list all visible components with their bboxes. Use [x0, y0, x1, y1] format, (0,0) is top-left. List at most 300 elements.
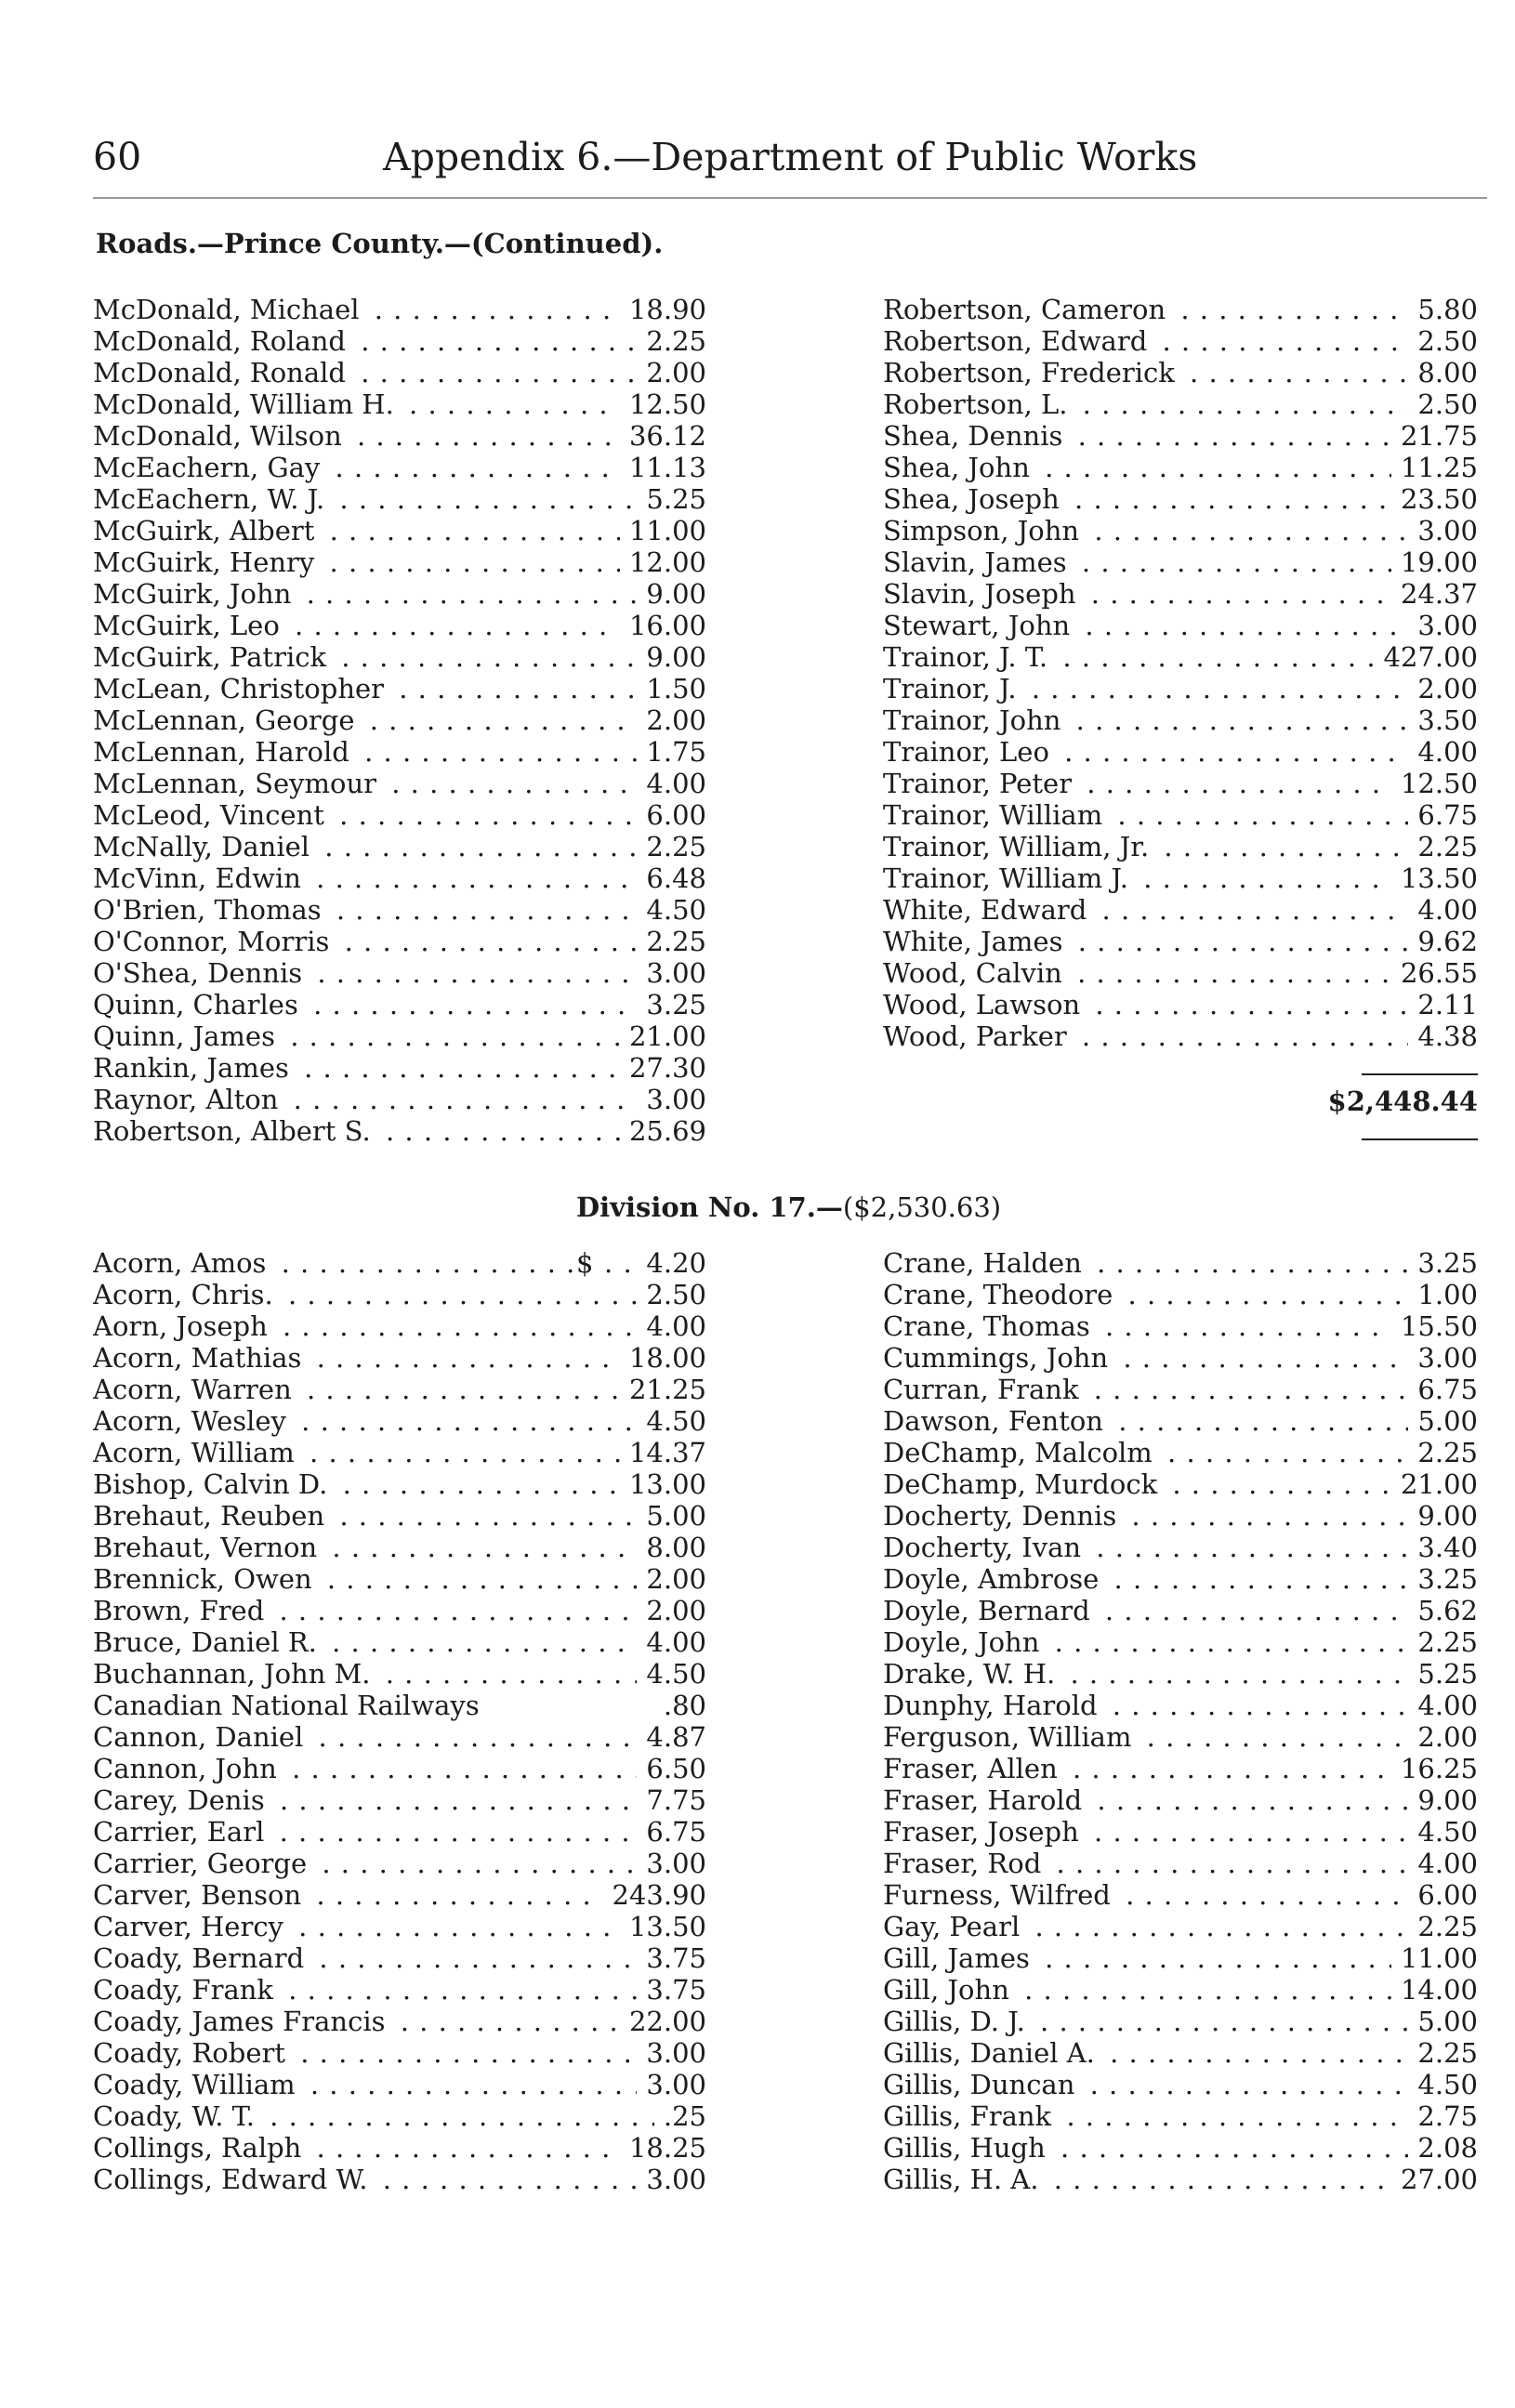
payment-amount: 19.00: [1391, 546, 1478, 578]
payment-amount: 2.50: [637, 1279, 706, 1310]
payment-amount: 2.11: [1408, 989, 1478, 1020]
ledger-row: [93, 704, 706, 736]
payee-name-leader: [93, 1690, 706, 1721]
payee-name-leader: [883, 578, 1478, 610]
payment-amount: 4.87: [637, 1721, 706, 1753]
payee-name: Shea, Dennis: [883, 420, 1068, 452]
ledger-row: [93, 1405, 706, 1437]
payment-amount: 3.00: [1408, 610, 1478, 641]
payee-name: Fraser, Harold: [883, 1784, 1087, 1816]
payment-amount: 4.20: [637, 1247, 706, 1279]
ledger-row: [883, 452, 1478, 483]
payment-amount: 4.38: [1408, 1020, 1478, 1052]
payment-amount: 2.00: [1408, 673, 1478, 704]
payee-name: Cummings, John: [883, 1342, 1113, 1374]
payment-amount: 21.00: [620, 1020, 706, 1052]
payee-name-leader: [93, 2100, 706, 2132]
payee-name-leader: [93, 1848, 706, 1879]
payee-name: Docherty, Ivan: [883, 1532, 1087, 1563]
payee-name: McDonald, Wilson: [93, 420, 348, 452]
payee-name: Coady, W. T.: [93, 2100, 260, 2132]
ledger-row: [93, 546, 706, 578]
ledger-row: [93, 1437, 706, 1468]
payee-name: Wood, Lawson: [883, 989, 1086, 1020]
payee-name-leader: [93, 325, 706, 357]
ledger-row: [93, 957, 706, 989]
payee-name-leader: [883, 957, 1478, 989]
ledger-row: [93, 2006, 706, 2037]
payee-name-leader: [93, 1784, 706, 1816]
payee-name-leader: [93, 894, 706, 926]
payee-name: Gillis, Hugh: [883, 2132, 1051, 2164]
payment-amount: 4.50: [637, 1405, 706, 1437]
payee-name: Buchannan, John M.: [93, 1658, 376, 1690]
payee-name: Trainor, Peter: [883, 768, 1077, 799]
payment-amount: 3.00: [1408, 515, 1478, 546]
payee-name-leader: [93, 1052, 706, 1084]
payee-name-leader: [883, 1563, 1478, 1595]
payee-name: Robertson, Cameron: [883, 294, 1171, 325]
payment-amount: 12.50: [1391, 768, 1478, 799]
payment-amount: 3.00: [637, 957, 706, 989]
payee-name: Docherty, Dennis: [883, 1500, 1122, 1532]
ledger-row: [883, 483, 1478, 515]
payee-name-leader: [93, 2164, 706, 2195]
payee-name-leader: [93, 1911, 706, 1942]
payment-amount: 4.00: [1408, 1848, 1478, 1879]
payment-amount: 1.00: [1408, 1279, 1478, 1310]
ledger-row: [883, 388, 1478, 420]
ledger-row: [883, 1020, 1478, 1052]
payee-name: Collings, Ralph: [93, 2132, 307, 2164]
payment-amount: 13.00: [620, 1468, 706, 1500]
payment-amount: 9.00: [637, 578, 706, 610]
payee-name-leader: [93, 388, 706, 420]
payee-name: Collings, Edward W.: [93, 2164, 373, 2195]
dollar-sign: $: [576, 1247, 594, 1279]
payee-name: Fraser, Rod: [883, 1848, 1047, 1879]
header-rule: [93, 197, 1487, 199]
payee-name-leader: [883, 2132, 1478, 2164]
payee-name-leader: [883, 926, 1478, 957]
payment-amount: 5.80: [1408, 294, 1478, 325]
payee-name: DeChamp, Malcolm: [883, 1437, 1158, 1468]
payee-name-leader: [883, 1784, 1478, 1816]
ledger-row: [93, 1310, 706, 1342]
payee-name: McGuirk, Patrick: [93, 641, 332, 673]
payee-name-leader: [93, 1753, 706, 1784]
payee-name-leader: [93, 1020, 706, 1052]
payee-name-leader: [883, 1848, 1478, 1879]
payee-name: Bishop, Calvin D.: [93, 1468, 333, 1500]
payment-amount: 4.00: [637, 1626, 706, 1658]
payee-name-leader: [93, 957, 706, 989]
ledger-row: [93, 388, 706, 420]
payee-name: Acorn, Warren: [93, 1374, 297, 1405]
payment-amount: 36.12: [620, 420, 706, 452]
ledger-row: [883, 799, 1478, 831]
ledger-row: [93, 610, 706, 641]
payee-name-leader: [93, 2006, 706, 2037]
payment-amount: 2.00: [1408, 1721, 1478, 1753]
ledger-row: [883, 2037, 1478, 2069]
ledger-row: [883, 1848, 1478, 1879]
payee-name-leader: [883, 1974, 1478, 2006]
payee-name: Gillis, H. A.: [883, 2164, 1044, 2195]
payee-name-leader: [883, 1437, 1478, 1468]
ledger-row: [93, 1342, 706, 1374]
payment-amount: 14.37: [620, 1437, 706, 1468]
payment-amount: 6.50: [637, 1753, 706, 1784]
payee-name-leader: [883, 1595, 1478, 1626]
payee-name-leader: [883, 294, 1478, 325]
payee-name-leader: [883, 799, 1478, 831]
ledger-row: [883, 2164, 1478, 2195]
payment-amount: 3.00: [637, 1848, 706, 1879]
payee-name-leader: [883, 515, 1478, 546]
ledger-row: [93, 768, 706, 799]
ledger-row: [883, 325, 1478, 357]
top-total: $2,448.44: [1327, 1086, 1478, 1117]
payee-name: Shea, Joseph: [883, 483, 1065, 515]
payment-amount: 25.69: [620, 1115, 706, 1147]
payee-name-leader: [93, 2069, 706, 2100]
ledger-row: [93, 483, 706, 515]
payee-name: White, Edward: [883, 894, 1092, 926]
ledger-row: [93, 1532, 706, 1563]
payee-name: Cannon, Daniel: [93, 1721, 309, 1753]
ledger-row: [93, 1753, 706, 1784]
payee-name: Gillis, Duncan: [883, 2069, 1080, 2100]
payment-amount: 21.00: [1391, 1468, 1478, 1500]
payee-name-leader: [93, 452, 706, 483]
ledger-row: [93, 515, 706, 546]
ledger-row: [883, 1342, 1478, 1374]
payee-name-leader: [883, 831, 1478, 862]
ledger-row: [883, 768, 1478, 799]
total-rule-bottom: [1362, 1138, 1478, 1140]
payee-name: McGuirk, Leo: [93, 610, 285, 641]
payee-name-leader: [93, 989, 706, 1020]
payee-name-leader: [93, 1247, 706, 1279]
payment-amount: 3.75: [637, 1974, 706, 2006]
payee-name: Simpson, John: [883, 515, 1085, 546]
payment-amount: 3.40: [1408, 1532, 1478, 1563]
payment-amount: 7.75: [637, 1784, 706, 1816]
payee-name-leader: [93, 1279, 706, 1310]
payee-name-leader: [883, 704, 1478, 736]
ledger-row: [883, 1563, 1478, 1595]
ledger-row: [93, 1084, 706, 1115]
payment-amount: 4.00: [637, 768, 706, 799]
ledger-row: [93, 2069, 706, 2100]
payment-amount: 3.25: [1408, 1247, 1478, 1279]
payee-name-leader: [93, 799, 706, 831]
payment-amount: 9.62: [1408, 926, 1478, 957]
payment-amount: 16.25: [1391, 1753, 1478, 1784]
payment-amount: 27.00: [1391, 2164, 1478, 2195]
ledger-row: [93, 1020, 706, 1052]
ledger-row: [93, 831, 706, 862]
payment-amount: 5.00: [637, 1500, 706, 1532]
ledger-row: [93, 1784, 706, 1816]
ledger-row: [93, 926, 706, 957]
payment-amount: 4.00: [1408, 894, 1478, 926]
payment-amount: 3.75: [637, 1942, 706, 1974]
page-title: Appendix 6.—Department of Public Works: [383, 135, 1198, 179]
payee-name: Dawson, Fenton: [883, 1405, 1109, 1437]
payee-name: Bruce, Daniel R.: [93, 1626, 323, 1658]
payee-name: Coady, Robert: [93, 2037, 291, 2069]
payee-name-leader: [93, 1500, 706, 1532]
payment-amount: 2.25: [637, 831, 706, 862]
payee-name-leader: [883, 452, 1478, 483]
ledger-row: [883, 1595, 1478, 1626]
ledger-row: [883, 1784, 1478, 1816]
payee-name: Stewart, John: [883, 610, 1075, 641]
payee-name-leader: [93, 1658, 706, 1690]
ledger-row: [883, 357, 1478, 388]
page-number: 60: [93, 135, 142, 179]
ledger-row: [883, 610, 1478, 641]
ledger-row: [883, 1279, 1478, 1310]
payee-name: McLeod, Vincent: [93, 799, 330, 831]
payee-name-leader: [93, 1595, 706, 1626]
payment-amount: 6.48: [637, 862, 706, 894]
payment-amount: 22.00: [620, 2006, 706, 2037]
payee-name-leader: [93, 2132, 706, 2164]
ledger-row: [93, 1911, 706, 1942]
payee-name-leader: [93, 1942, 706, 1974]
ledger-row: [93, 1374, 706, 1405]
ledger-row: [883, 1816, 1478, 1848]
ledger-row: [883, 1532, 1478, 1563]
payment-amount: 12.50: [620, 388, 706, 420]
payee-name: Robertson, Albert S.: [93, 1115, 376, 1147]
payee-name: Coady, Frank: [93, 1974, 279, 2006]
payee-name-leader: [93, 1374, 706, 1405]
ledger-row: [883, 1310, 1478, 1342]
ledger-row: [883, 957, 1478, 989]
payee-name-leader: [93, 1974, 706, 2006]
payment-amount: 15.50: [1391, 1310, 1478, 1342]
payee-name-leader: [883, 894, 1478, 926]
payee-name: McEachern, Gay: [93, 452, 325, 483]
payee-name: McLennan, Harold: [93, 736, 355, 768]
payment-amount: 9.00: [1408, 1500, 1478, 1532]
payee-name-leader: [93, 831, 706, 862]
payment-amount: .80: [654, 1690, 706, 1721]
payee-name: Ferguson, William: [883, 1721, 1137, 1753]
payee-name-leader: [883, 325, 1478, 357]
ledger-row: [883, 1974, 1478, 2006]
ledger-row: [93, 420, 706, 452]
payee-name-leader: [883, 1310, 1478, 1342]
payment-amount: 6.75: [1408, 799, 1478, 831]
payee-name-leader: [93, 926, 706, 957]
payee-name: DeChamp, Murdock: [883, 1468, 1163, 1500]
ledger-row: [883, 1942, 1478, 1974]
ledger-row: [883, 578, 1478, 610]
payment-amount: 3.25: [1408, 1563, 1478, 1595]
payment-amount: 16.00: [620, 610, 706, 641]
payee-name-leader: [93, 546, 706, 578]
ledger-row: [883, 989, 1478, 1020]
payee-name: Curran, Frank: [883, 1374, 1085, 1405]
payee-name-leader: [883, 420, 1478, 452]
payment-amount: 13.50: [1391, 862, 1478, 894]
payee-name: Brehaut, Vernon: [93, 1532, 323, 1563]
payee-name: Trainor, John: [883, 704, 1066, 736]
payee-name: Dunphy, Harold: [883, 1690, 1103, 1721]
payment-amount: 3.00: [637, 2037, 706, 2069]
payment-amount: 3.00: [1408, 1342, 1478, 1374]
payee-name-leader: [883, 1342, 1478, 1374]
payee-name: Gay, Pearl: [883, 1911, 1025, 1942]
payment-amount: 12.00: [620, 546, 706, 578]
payment-amount: 427.00: [1375, 641, 1478, 673]
payee-name: Drake, W. H.: [883, 1658, 1060, 1690]
payee-name-leader: [93, 736, 706, 768]
payee-name: Gill, James: [883, 1942, 1035, 1974]
ledger-row: [93, 1247, 706, 1279]
payment-amount: 2.25: [1408, 831, 1478, 862]
payee-name-leader: [93, 578, 706, 610]
payee-name: Doyle, Bernard: [883, 1595, 1096, 1626]
payment-amount: 2.25: [1408, 1911, 1478, 1942]
payee-name: Brehaut, Reuben: [93, 1500, 330, 1532]
ledger-row: [883, 1500, 1478, 1532]
payee-name: McLennan, Seymour: [93, 768, 382, 799]
division-amount: ($2,530.63): [842, 1191, 1002, 1223]
payee-name: Robertson, Edward: [883, 325, 1153, 357]
payee-name: Carver, Hercy: [93, 1911, 289, 1942]
payee-name: Crane, Thomas: [883, 1310, 1096, 1342]
ledger-row: [93, 1279, 706, 1310]
ledger-row: [93, 452, 706, 483]
payee-name-leader: [93, 1310, 706, 1342]
payment-amount: 2.25: [637, 926, 706, 957]
payment-amount: 9.00: [1408, 1784, 1478, 1816]
ledger-row: [883, 1247, 1478, 1279]
ledger-row: [883, 2132, 1478, 2164]
payee-name: Robertson, Frederick: [883, 357, 1180, 388]
page-header: [93, 135, 1487, 191]
payment-amount: 26.55: [1391, 957, 1478, 989]
payee-name: Doyle, John: [883, 1626, 1045, 1658]
payee-name-leader: [883, 1500, 1478, 1532]
ledger-row: [93, 2164, 706, 2195]
payment-amount: 3.25: [637, 989, 706, 1020]
payee-name: Gill, John: [883, 1974, 1015, 2006]
payment-amount: 13.50: [620, 1911, 706, 1942]
payee-name-leader: [93, 641, 706, 673]
payment-amount: 8.00: [637, 1532, 706, 1563]
payment-amount: 2.50: [1408, 388, 1478, 420]
payment-amount: 18.00: [620, 1342, 706, 1374]
payee-name: Coady, Bernard: [93, 1942, 310, 1974]
payee-name-leader: [883, 1658, 1478, 1690]
payment-amount: 2.00: [637, 1563, 706, 1595]
ledger-row: [883, 862, 1478, 894]
ledger-row: [883, 736, 1478, 768]
payment-amount: 3.00: [637, 2069, 706, 2100]
payee-name-leader: [883, 1690, 1478, 1721]
ledger-row: [93, 1942, 706, 1974]
ledger-row: [93, 1690, 706, 1721]
ledger-row: [883, 2006, 1478, 2037]
payee-name-leader: [93, 357, 706, 388]
payee-name: Canadian National Railways: [93, 1690, 485, 1721]
payee-name-leader: [93, 1468, 706, 1500]
payee-name: Gillis, Frank: [883, 2100, 1057, 2132]
payee-name: O'Shea, Dennis: [93, 957, 308, 989]
payee-name: White, James: [883, 926, 1068, 957]
payment-amount: 3.00: [637, 1084, 706, 1115]
payment-amount: 14.00: [1391, 1974, 1478, 2006]
payment-amount: 4.00: [637, 1310, 706, 1342]
payee-name-leader: [883, 2164, 1478, 2195]
payee-name-leader: [883, 1279, 1478, 1310]
payment-amount: 2.00: [637, 704, 706, 736]
payee-name-leader: [93, 1626, 706, 1658]
payee-name-leader: [93, 704, 706, 736]
payee-name: Trainor, William J.: [883, 862, 1134, 894]
bottom-right-column: [883, 1247, 1478, 2195]
payment-amount: 1.50: [637, 673, 706, 704]
payee-name-leader: [883, 768, 1478, 799]
payee-name-leader: [93, 1084, 706, 1115]
payment-amount: 3.50: [1408, 704, 1478, 736]
payee-name: Fraser, Joseph: [883, 1816, 1085, 1848]
ledger-row: [883, 831, 1478, 862]
payee-name-leader: [883, 989, 1478, 1020]
payee-name: Raynor, Alton: [93, 1084, 283, 1115]
payee-name: McGuirk, Henry: [93, 546, 320, 578]
payee-name: Trainor, J. T.: [883, 641, 1053, 673]
payment-amount: 6.00: [637, 799, 706, 831]
payee-name: McDonald, Roland: [93, 325, 351, 357]
ledger-row: [93, 673, 706, 704]
payee-name: McLennan, George: [93, 704, 361, 736]
payee-name: Trainor, William, Jr.: [883, 831, 1154, 862]
payee-name-leader: [883, 610, 1478, 641]
payee-name: Trainor, William: [883, 799, 1108, 831]
payee-name-leader: [883, 483, 1478, 515]
payee-name-leader: [93, 1721, 706, 1753]
payment-amount: 4.00: [1408, 1690, 1478, 1721]
payee-name-leader: [93, 768, 706, 799]
ledger-row: [93, 1721, 706, 1753]
payee-name-leader: [883, 546, 1478, 578]
payment-amount: 11.00: [620, 515, 706, 546]
payee-name-leader: [883, 862, 1478, 894]
payee-name: Trainor, Leo: [883, 736, 1055, 768]
division-label: Division No. 17.—: [576, 1191, 843, 1223]
payment-amount: 5.00: [1408, 1405, 1478, 1437]
payee-name: Acorn, William: [93, 1437, 300, 1468]
payee-name: Fraser, Allen: [883, 1753, 1063, 1784]
ledger-row: [93, 1595, 706, 1626]
payee-name: Coady, William: [93, 2069, 301, 2100]
payee-name: Gillis, D. J.: [883, 2006, 1031, 2037]
ledger-row: [93, 1879, 706, 1911]
payment-amount: 4.50: [1408, 2069, 1478, 2100]
ledger-row: [883, 1658, 1478, 1690]
ledger-row: [883, 1911, 1478, 1942]
payment-amount: 24.37: [1391, 578, 1478, 610]
payee-name: Shea, John: [883, 452, 1035, 483]
